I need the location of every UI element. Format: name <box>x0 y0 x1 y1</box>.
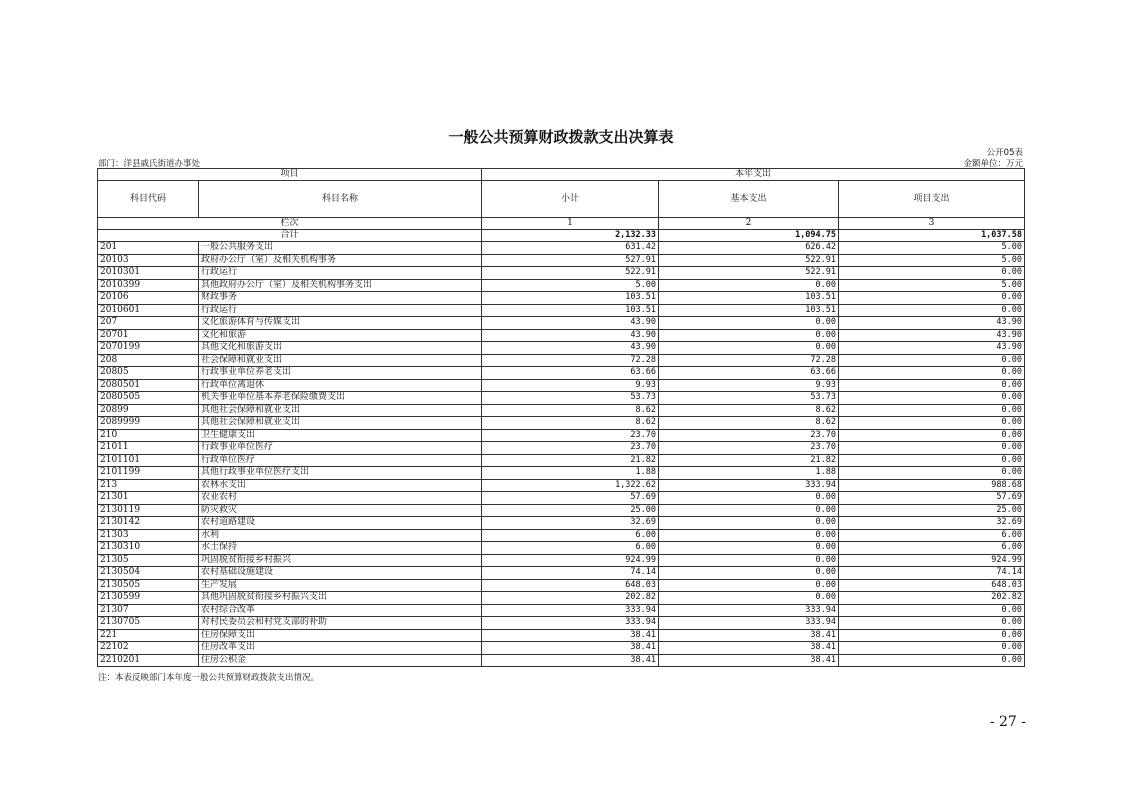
row-subtotal: 527.91 <box>482 254 659 267</box>
row-name: 农村道路建设 <box>199 517 482 530</box>
row-code: 2010301 <box>98 267 199 280</box>
total-project: 1,037.58 <box>839 230 1025 242</box>
header-subtotal: 小计 <box>482 181 659 218</box>
row-basic: 0.00 <box>659 517 839 530</box>
table-row <box>98 629 1025 642</box>
row-basic: 0.00 <box>659 554 839 567</box>
row-code: 201 <box>98 242 199 255</box>
row-basic: 103.51 <box>659 304 839 317</box>
row-project: 0.00 <box>839 404 1025 417</box>
total-label: 合计 <box>98 230 482 242</box>
row-code: 2101199 <box>98 467 199 480</box>
row-subtotal: 43.90 <box>482 317 659 330</box>
row-subtotal: 74.14 <box>482 567 659 580</box>
row-name: 社会保障和就业支出 <box>199 354 482 367</box>
row-subtotal: 38.41 <box>482 642 659 655</box>
row-subtotal: 5.00 <box>482 279 659 292</box>
row-project: 202.82 <box>839 592 1025 605</box>
row-subtotal: 648.03 <box>482 579 659 592</box>
row-project: 74.14 <box>839 567 1025 580</box>
row-subtotal: 522.91 <box>482 267 659 280</box>
table-row <box>98 454 1025 467</box>
header-basic: 基本支出 <box>659 181 839 218</box>
row-basic: 0.00 <box>659 317 839 330</box>
table-row <box>98 529 1025 542</box>
row-project: 0.00 <box>839 604 1025 617</box>
row-subtotal: 57.69 <box>482 492 659 505</box>
row-basic: 23.70 <box>659 429 839 442</box>
row-name: 防灾救灾 <box>199 504 482 517</box>
row-subtotal: 1.88 <box>482 467 659 480</box>
row-basic: 21.82 <box>659 454 839 467</box>
row-basic: 0.00 <box>659 492 839 505</box>
header-current-expense: 本年支出 <box>482 169 1025 181</box>
page-title: 一般公共预算财政拨款支出决算表 <box>448 128 674 146</box>
table-row <box>98 467 1025 480</box>
table-row <box>98 354 1025 367</box>
row-project: 43.90 <box>839 342 1025 355</box>
row-name: 住房公积金 <box>199 654 482 667</box>
table-row <box>98 504 1025 517</box>
row-code: 2130119 <box>98 504 199 517</box>
header-code: 科目代码 <box>98 181 199 218</box>
row-project: 6.00 <box>839 542 1025 555</box>
row-project: 0.00 <box>839 292 1025 305</box>
row-project: 0.00 <box>839 467 1025 480</box>
row-basic: 38.41 <box>659 629 839 642</box>
row-name: 农业农村 <box>199 492 482 505</box>
table-row <box>98 554 1025 567</box>
row-code: 21307 <box>98 604 199 617</box>
row-basic: 0.00 <box>659 567 839 580</box>
row-basic: 38.41 <box>659 654 839 667</box>
department-label: 部门：洋县戚氏街道办事处 <box>98 159 201 169</box>
row-name: 行政单位医疗 <box>199 454 482 467</box>
row-name: 文化和旅游 <box>199 329 482 342</box>
row-code: 2130310 <box>98 542 199 555</box>
row-subtotal: 631.42 <box>482 242 659 255</box>
row-project: 0.00 <box>839 429 1025 442</box>
row-name: 财政事务 <box>199 292 482 305</box>
row-basic: 23.70 <box>659 442 839 455</box>
row-project: 0.00 <box>839 392 1025 405</box>
row-name: 其他文化和旅游支出 <box>199 342 482 355</box>
row-subtotal: 21.82 <box>482 454 659 467</box>
row-project: 5.00 <box>839 242 1025 255</box>
row-subtotal: 63.66 <box>482 367 659 380</box>
header-item: 项目 <box>98 169 482 181</box>
table-row <box>98 604 1025 617</box>
row-code: 2130505 <box>98 579 199 592</box>
row-subtotal: 8.62 <box>482 417 659 430</box>
row-name: 一般公共服务支出 <box>199 242 482 255</box>
row-basic: 626.42 <box>659 242 839 255</box>
row-name: 其他巩固脱贫衔接乡村振兴支出 <box>199 592 482 605</box>
row-code: 2089999 <box>98 417 199 430</box>
row-subtotal: 72.28 <box>482 354 659 367</box>
row-subtotal: 23.70 <box>482 429 659 442</box>
row-code: 21303 <box>98 529 199 542</box>
table-row <box>98 579 1025 592</box>
table-row <box>98 242 1025 255</box>
row-subtotal: 9.93 <box>482 379 659 392</box>
table-row <box>98 479 1025 492</box>
row-basic: 0.00 <box>659 592 839 605</box>
row-name: 水土保持 <box>199 542 482 555</box>
row-subtotal: 6.00 <box>482 542 659 555</box>
row-subtotal: 103.51 <box>482 292 659 305</box>
table-row <box>98 492 1025 505</box>
row-code: 2080505 <box>98 392 199 405</box>
row-code: 20701 <box>98 329 199 342</box>
row-basic: 0.00 <box>659 542 839 555</box>
total-subtotal: 2,132.33 <box>482 230 659 242</box>
row-code: 2070199 <box>98 342 199 355</box>
row-basic: 333.94 <box>659 604 839 617</box>
row-code: 221 <box>98 629 199 642</box>
row-subtotal: 103.51 <box>482 304 659 317</box>
row-project: 32.69 <box>839 517 1025 530</box>
row-name: 其他政府办公厅（室）及相关机构事务支出 <box>199 279 482 292</box>
row-subtotal: 38.41 <box>482 654 659 667</box>
row-code: 2080501 <box>98 379 199 392</box>
table-row <box>98 617 1025 630</box>
row-name: 行政事业单位养老支出 <box>199 367 482 380</box>
table-row <box>98 292 1025 305</box>
row-code: 2101101 <box>98 454 199 467</box>
header-name: 科目名称 <box>199 181 482 218</box>
row-basic: 333.94 <box>659 617 839 630</box>
row-basic: 9.93 <box>659 379 839 392</box>
row-basic: 63.66 <box>659 367 839 380</box>
row-project: 0.00 <box>839 417 1025 430</box>
row-subtotal: 38.41 <box>482 629 659 642</box>
row-code: 210 <box>98 429 199 442</box>
row-name: 行政运行 <box>199 267 482 280</box>
row-basic: 0.00 <box>659 579 839 592</box>
row-name: 住房保障支出 <box>199 629 482 642</box>
row-code: 208 <box>98 354 199 367</box>
table-row <box>98 304 1025 317</box>
row-basic: 0.00 <box>659 504 839 517</box>
row-project: 57.69 <box>839 492 1025 505</box>
row-project: 648.03 <box>839 579 1025 592</box>
table-row <box>98 404 1025 417</box>
header-row-columns <box>98 181 1025 218</box>
row-project: 0.00 <box>839 617 1025 630</box>
table-row <box>98 279 1025 292</box>
row-project: 0.00 <box>839 442 1025 455</box>
row-code: 20103 <box>98 254 199 267</box>
table-row <box>98 517 1025 530</box>
table-row <box>98 392 1025 405</box>
row-project: 0.00 <box>839 267 1025 280</box>
row-name: 其他社会保障和就业支出 <box>199 404 482 417</box>
total-basic: 1,094.75 <box>659 230 839 242</box>
row-code: 207 <box>98 317 199 330</box>
row-project: 0.00 <box>839 367 1025 380</box>
row-subtotal: 1,322.62 <box>482 479 659 492</box>
row-subtotal: 333.94 <box>482 617 659 630</box>
row-name: 生产发展 <box>199 579 482 592</box>
row-project: 924.99 <box>839 554 1025 567</box>
row-name: 行政事业单位医疗 <box>199 442 482 455</box>
total-row <box>98 230 1025 242</box>
row-name: 机关事业单位基本养老保险缴费支出 <box>199 392 482 405</box>
row-code: 20899 <box>98 404 199 417</box>
column-index-row <box>98 218 1025 230</box>
row-basic: 522.91 <box>659 254 839 267</box>
row-name: 巩固脱贫衔接乡村振兴 <box>199 554 482 567</box>
table-row <box>98 429 1025 442</box>
row-name: 卫生健康支出 <box>199 429 482 442</box>
row-name: 文化旅游体育与传媒支出 <box>199 317 482 330</box>
row-project: 5.00 <box>839 279 1025 292</box>
table-row <box>98 254 1025 267</box>
row-code: 2130504 <box>98 567 199 580</box>
table-row <box>98 267 1025 280</box>
row-basic: 103.51 <box>659 292 839 305</box>
row-project: 5.00 <box>839 254 1025 267</box>
table-row <box>98 417 1025 430</box>
row-project: 25.00 <box>839 504 1025 517</box>
row-basic: 8.62 <box>659 404 839 417</box>
page-number: - 27 - <box>989 714 1026 730</box>
row-basic: 38.41 <box>659 642 839 655</box>
row-subtotal: 53.73 <box>482 392 659 405</box>
row-basic: 8.62 <box>659 417 839 430</box>
row-project: 0.00 <box>839 642 1025 655</box>
column-index-3: 3 <box>839 218 1025 230</box>
row-basic: 0.00 <box>659 329 839 342</box>
row-name: 政府办公厅（室）及相关机构事务 <box>199 254 482 267</box>
row-project: 0.00 <box>839 379 1025 392</box>
row-subtotal: 43.90 <box>482 342 659 355</box>
row-basic: 522.91 <box>659 267 839 280</box>
row-name: 对村民委员会和村党支部的补助 <box>199 617 482 630</box>
row-subtotal: 23.70 <box>482 442 659 455</box>
column-index-1: 1 <box>482 218 659 230</box>
amount-unit-label: 金额单位：万元 <box>963 159 1023 169</box>
row-name: 住房改革支出 <box>199 642 482 655</box>
expenditure-table <box>97 168 1025 667</box>
table-row <box>98 367 1025 380</box>
table-row <box>98 442 1025 455</box>
row-basic: 333.94 <box>659 479 839 492</box>
row-project: 43.90 <box>839 329 1025 342</box>
row-subtotal: 32.69 <box>482 517 659 530</box>
table-row <box>98 379 1025 392</box>
header-project: 项目支出 <box>839 181 1025 218</box>
row-code: 2010601 <box>98 304 199 317</box>
row-name: 其他社会保障和就业支出 <box>199 417 482 430</box>
row-code: 21301 <box>98 492 199 505</box>
table-row <box>98 542 1025 555</box>
column-index-2: 2 <box>659 218 839 230</box>
column-label: 栏次 <box>98 218 482 230</box>
row-basic: 0.00 <box>659 529 839 542</box>
row-project: 0.00 <box>839 354 1025 367</box>
table-row <box>98 342 1025 355</box>
row-code: 20805 <box>98 367 199 380</box>
row-basic: 53.73 <box>659 392 839 405</box>
row-subtotal: 43.90 <box>482 329 659 342</box>
row-basic: 0.00 <box>659 342 839 355</box>
row-name: 农村综合改革 <box>199 604 482 617</box>
row-project: 6.00 <box>839 529 1025 542</box>
row-project: 0.00 <box>839 654 1025 667</box>
row-basic: 1.88 <box>659 467 839 480</box>
row-subtotal: 333.94 <box>482 604 659 617</box>
row-code: 2010399 <box>98 279 199 292</box>
table-row <box>98 592 1025 605</box>
table-row <box>98 567 1025 580</box>
row-name: 农村基础设施建设 <box>199 567 482 580</box>
row-code: 21305 <box>98 554 199 567</box>
row-project: 43.90 <box>839 317 1025 330</box>
row-subtotal: 6.00 <box>482 529 659 542</box>
row-code: 20106 <box>98 292 199 305</box>
row-subtotal: 25.00 <box>482 504 659 517</box>
row-project: 0.00 <box>839 454 1025 467</box>
row-subtotal: 924.99 <box>482 554 659 567</box>
row-basic: 0.00 <box>659 279 839 292</box>
table-row <box>98 329 1025 342</box>
row-code: 2210201 <box>98 654 199 667</box>
row-name: 农林水支出 <box>199 479 482 492</box>
footnote: 注：本表反映部门本年度一般公共预算财政拨款支出情况。 <box>98 673 320 683</box>
row-name: 行政单位离退休 <box>199 379 482 392</box>
row-basic: 72.28 <box>659 354 839 367</box>
row-code: 2130599 <box>98 592 199 605</box>
row-project: 0.00 <box>839 629 1025 642</box>
table-row <box>98 642 1025 655</box>
row-code: 213 <box>98 479 199 492</box>
table-row <box>98 654 1025 667</box>
form-number: 公开05表 <box>986 148 1023 158</box>
header-row-top <box>98 169 1025 181</box>
row-code: 2130705 <box>98 617 199 630</box>
table-row <box>98 317 1025 330</box>
row-project: 0.00 <box>839 304 1025 317</box>
row-subtotal: 8.62 <box>482 404 659 417</box>
row-name: 行政运行 <box>199 304 482 317</box>
row-code: 22102 <box>98 642 199 655</box>
row-code: 21011 <box>98 442 199 455</box>
row-project: 988.68 <box>839 479 1025 492</box>
row-name: 水利 <box>199 529 482 542</box>
row-subtotal: 202.82 <box>482 592 659 605</box>
row-name: 其他行政事业单位医疗支出 <box>199 467 482 480</box>
row-code: 2130142 <box>98 517 199 530</box>
